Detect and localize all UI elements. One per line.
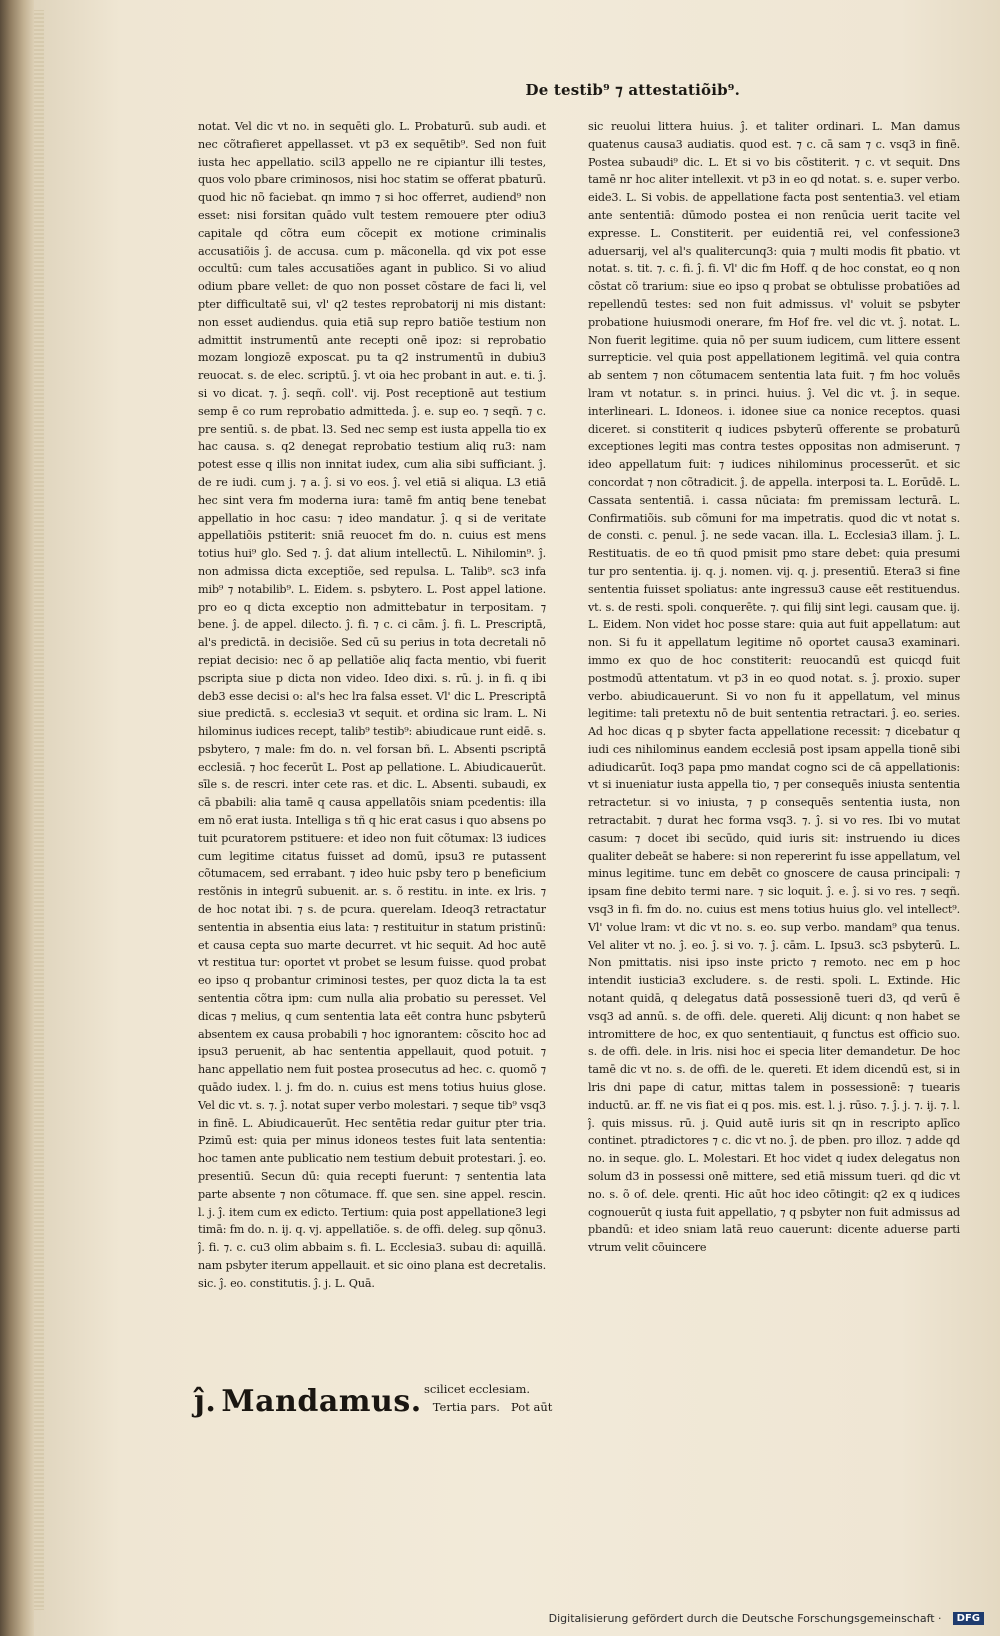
section-label: Tertia pars. — [432, 1400, 500, 1414]
right-text-column: sic reuolui littera huius. ĵ. et taliter ordinari. L. Man damus quatenus causa3 audiatis. quod est. ⁊ c. cā sam ⁊ c. vsq3 in finē. Postea subaudi⁹ dic. L. Et si vo bis cõstiterit. ⁊ c. vt sequit. Dns tamē nr hoc aliter intellexit. vt p3 in eo qd notat. s. e. super verbo. eide3. L. Si vobis. de appellatione facta post sententia3. vel etiam ante sententiā: dūmodo postea ei non renūcia uerit tacite vel expresse. L. Constiterit. per euidentiā rei, vel confessione3 aduersarij, vel al's qualitercunq3: quia ⁊ multi modis fit pbatio. vt notat. s. tit. ⁊. c. fi. ĵ. fi. Vl' dic fm Hoff. q de hoc constat, eo q non cõstat cõ trarium: siue eo ipso q probat se obtulisse probatiões ad repellendū testes: sed non fuit admissus. vl' voluit se psbyter probatione huiusmodi onerare, fm Hof fre. vel dic vt. ĵ. notat. L. Non fuerit legitime. quia nō per suum iudicem, cum littere essent surrepticie. vel quia post appellationem legitimā. vel quia contra ab sentem ⁊ non cõtumacem sententia lata fuit. ⁊ fm hoc voluēs lram vt notatur. s. in princi. huius. ĵ. Vel dic vt. ĵ. in seque. interlineari. L. Idoneos. i. idonee siue ca nonice receptos. quasi diceret. si constiterit q iudices psbyterū offerente se probaturū exceptiones legiti mas contra testes oppositas non admiserunt. ⁊ ideo appellatum fuit: ⁊ iudices nihilominus processerūt. et sic concordat ⁊ non cõtradicit. ĵ. de appella. interposi ta. L. Eorūdē. L. Cassata sententiā. i. cassa nūciata: fm premissam lecturā. L. Confirmatiõis. sub cõmuni for ma impetratis. quod dic vt notat s. de consti. c. penul. ĵ. ne sede vacan. illa. L. Ecclesia3 illam. ĵ. L. Restituatis. de eo tñ quod pmisit pmo stare debet: quia presumi tur pro sententia. ij. q. j. nomen. vij. q. j. presentiū. Etera3 si fine sententia fuisset spoliatus: ante ingressu3 cause eēt restituendus. vt. s. de resti. spoli. conquerēte. ⁊. qui filij sint legi. causam que. ij. L. Eidem. Non videt hoc posse stare: quia aut fuit appellatum: aut non. Si fu it appellatum legitime nō oportet causa3 examinari. immo ex quo de hoc constiterit: reuocandū est quicqd fuit postmodū attentatum. vt p3 in eo quod notat. s. ĵ. proxio. super verbo. abiudicauerunt. Si vo non fu it appellatum, vel minus legitime: tali pretextu nō de buit sententia retractari. ĵ. eo. series. Ad hoc dicas q p sbyter facta appellatione recessit: ⁊ dicebatur q iudi ces nihilominus eandem ecclesiā post ipsam appella tionē sibi adiudicarūt. Ioq3 papa pmo mandat cogno sci de cā appellationis: vt si inueniatur iusta appella tio, ⁊ per consequēs iniusta sententia retractetur. si vo iniusta, ⁊ p consequēs sententia iusta, non retractabit. ⁊ durat hec forma vsq3. ⁊. ĵ. si vo res. Ibi vo mutat casum: ⁊ docet ibi secūdo, quid iuris sit: instruendo iu dices qualiter debeāt se habere: si non repererint fu isse appellatum, vel minus legitime. tunc em debēt co gnoscere de causa principali: ⁊ ipsam fine debito termi nare. ⁊ sic loquit. ĵ. e. ĵ. si vo res. ⁊ seqñ. vsq3 in fi. fm do. no. cuius est mens totius huius glo. vel intellect⁹. Vl' volue lram: vt dic vt no. s. eo. sup verbo. mandam⁹ qua tenus. Vel aliter vt no. ĵ. eo. ĵ. si vo. ⁊. ĵ. cām. L. Ipsu3. sc3 psbyterū. L. Non pmittatis. nisi ipso inste pricto ⁊ remoto. nec em p hoc intendit iusticia3 excludere. s. de resti. spoli. L. Extinde. Hic notant quidā, q delegatus datā possessionē tueri d3, qd verū ē vsq3 ad annū. s. de offi. dele. quereti. Alij dicunt: q non habet se intromittere de hoc, ex quo sententiauit, q functus est officio suo. s. de offi. dele. in lris. nisi hoc ei specia liter demandetur. De hoc tamē dic vt no. s. de offi. de le. quereti. Et idem dicendū est, si in lris dni pape di catur, mittas talem in possessionē: ⁊ tuearis inductū. ar. ff. ne vis fiat ei q pos. mis. est. l. j. rūso. ⁊. ĵ. j. ⁊. ij. ⁊. l. ĵ. quis missus. rū. j. Quid autē iuris sit qn in rescripto aplīco continet. ptradictores ⁊ c. dic vt no. ĵ. de pben. pro illoz. ⁊ adde qd no. in seque. glo. L. Molestari. Et hoc videt q iudex delegatus non solum d3 in possessi onē mittere, sed etiā missum tueri. qd dic vt no. s. õ of. dele. qrenti. Hic aūt hoc ideo cōtingit: q2 ex q iudices cognouerūt q iusta fuit appellatio, ⁊ q psbyter non fuit admissus ad pbandū: et ideo sniam latā reuo cauerunt: dicente aduerse parti vtrum velit cõuincere — [588, 120, 960, 1255]
paragraph-sign: ĵ. — [194, 1384, 217, 1419]
catchwords: scilicet ecclesiam. — [424, 1382, 531, 1396]
digitization-footer — [0, 1608, 1000, 1630]
book-spine — [0, 0, 34, 1636]
dfg-logo: DFG — [953, 1612, 984, 1625]
funding-credit: Digitalisierung gefördert durch die Deutsche Forschungsgemeinschaft · — [548, 1612, 942, 1625]
page-edges — [34, 10, 44, 1610]
section-word: Mandamus. — [221, 1384, 422, 1419]
left-text-column: notat. Vel dic vt no. in sequēti glo. L. Probaturū. sub audi. et nec cõtrafieret appellasset. vt p3 ex sequētib⁹. Sed non fuit iusta hec appellatio. scil3 appello ne re cipiantur illi testes, quos volo pbare criminosos, nisi hoc statim se offerat pbaturū. quod hic nõ faciebat. qn immo ⁊ si hoc offerret, audiend⁹ non esset: nisi forsitan quādo vult testem remouere pter odiu3 capitale qd cõtra eum cõcepit ex motione criminalis accusatiõis ĵ. de accusa. cum p. mãconella. qd vix pot esse occultū: cum tales accusatiões agant in publico. Si vo aliud odium pbare vellet: de quo non posset cõstare de faci li, vel pter difficultatē sui, vl' q2 testes reprobatorij ni mis distant: non esset audiendus. quia etiā sup repro batiõe testium non admittit instrumentū ante recepti onē ipoz: si reprobatio mozam longiozē exposcat. pu ta q2 instrumentū in dubiu3 reuocat. s. de elec. scriptū. ĵ. vt oia hec probant in aut. e. ti. ĵ. si vo dicat. ⁊. ĵ. seqñ. coll'. vij. Post receptionē aut testium semp ē co rum reprobatio admitteda. ĵ. e. sup eo. ⁊ seqñ. ⁊ c. pre sentiū. s. de pbat. l3. Sed nec semp est iusta appella tio ex hac causa. s. q2 denegat reprobatio testium aliq ru3: nam potest esse q illis non innitat iudex, cum alia sibi sufficiant. ĵ. de re iudi. cum j. ⁊ a. ĵ. si vo eos. ĵ. vel etiā si aliqua. L3 etiā hec sint vera fm moderna iura: tamē fm antiq bene tenebat appellatio in hoc casu: ⁊ ideo mandatur. ĵ. q si de veritate appellatiõis pstiterit: sniā reuocet fm do. n. cuius est mens totius hui⁹ glo. Sed ⁊. ĵ. dat alium intellectū. L. Nihilomin⁹. ĵ. non admissa dicta exceptiõe, sed repulsa. L. Talib⁹. sc3 infa mib⁹ ⁊ notabilib⁹. L. Eidem. s. psbytero. L. Post appel latione. pro eo q dicta exceptio non admittebatur in terpositam. ⁊ bene. ĵ. de appel. dilecto. ĵ. fi. ⁊ c. ci cām. ĵ. fi. L. Prescriptā, al's predictā. in decisiõe. Sed cū su perius in tota decretali nō repiat decisio: nec õ ap pellatiõe aliq facta mentio, vbi fuerit pscripta siue p dicta non video. Ideo dixi. s. rū. j. in fi. q ibi deb3 esse decisi o: al's hec lra falsa esset. Vl' dic L. Prescriptā siue predictā. s. ecclesia3 vt sequit. et ordina sic lram. L. Ni hilominus iudices recept, talib⁹ testib⁹: abiudicaue runt eidē. s. psbytero, ⁊ male: fm do. n. vel forsan bñ. L. Absenti pscriptā ecclesiā. ⁊ hoc fecerūt L. Post ap pellatione. L. Abiudicauerūt. sīle s. de rescri. inter cete ras. et dic. L. Absenti. subaudi, ex cā pbabili: alia tamē q causa appellatõis sniam pcedentis: illa em nō erat iusta. Intelliga s tñ q hic erat casus i quo absens po tuit pcuratorem pstituere: et ideo non fuit cõtumax: l3 iudices cum legitime citatus fuisset ad domū, ipsu3 re putassent cõtumacem, sed errabant. ⁊ ideo huic psby tero p beneficium restõnis in integrū subuenit. ar. s. õ restitu. in inte. ex lris. ⁊ de hoc notat ibi. ⁊ s. de pcura. querelam. Ideoq3 retractatur sententia in absentia eius lata: ⁊ restituitur in statum pristinū: et causa cepta suo marte decurret. vt hic sequit. Ad hoc autē vt restitua tur: oportet vt probet se lesum fuisse. quod probat eo ipso q probantur criminosi testes, per quoz dicta la ta est sententia cõtra ipm: cum nulla alia probatio su peresset. Vel dicas ⁊ melius, q cum sententia lata eēt contra hunc psbyterū absentem ex causa probabili ⁊ hoc ignorantem: cõscito hoc ad ipsu3 peruenit, ab hac sententia appellauit, quod potuit. ⁊ hanc appellatio nem fuit postea prosecutus ad hec. c. quomõ ⁊ quādo iudex. l. j. fm do. n. cuius est mens totius huius glose. Vel dic vt. s. ⁊. ĵ. notat super verbo molestari. ⁊ seque tib⁹ vsq3 in finē. L. Abiudicauerūt. Hec sentētia redar guitur pter tria. Pzimū est: quia per minus idoneos testes fuit lata sententia: hoc tamen ante publicatio nem testium debuit protestari. ĵ. eo. presentiū. Secun dū: quia recepti fuerunt: ⁊ sententia lata parte absente ⁊ non cõtumace. ff. que sen. sine appel. rescin. l. j. ĵ. item cum ex edicto. Tertium: quia post appellatione3 legi timā: fm do. n. ij. q. vj. appellatiõe. s. de offi. deleg. sup qõnu3. ĵ. fi. ⁊. c. cu3 olim abbaim s. fi. L. Ecclesia3. subau di: aquillā. nam psbyter iterum appellauit. et sic oino plana est decretalis. sic. ĵ. eo. constitutis. ĵ. j. L. Quā. — [198, 120, 546, 1290]
running-head — [0, 80, 1000, 104]
running-head-title: De testib⁹ ⁊ attestatiõib⁹. — [525, 81, 740, 99]
section-continuation: Pot aūt — [511, 1400, 553, 1414]
section-heading — [194, 1384, 554, 1434]
